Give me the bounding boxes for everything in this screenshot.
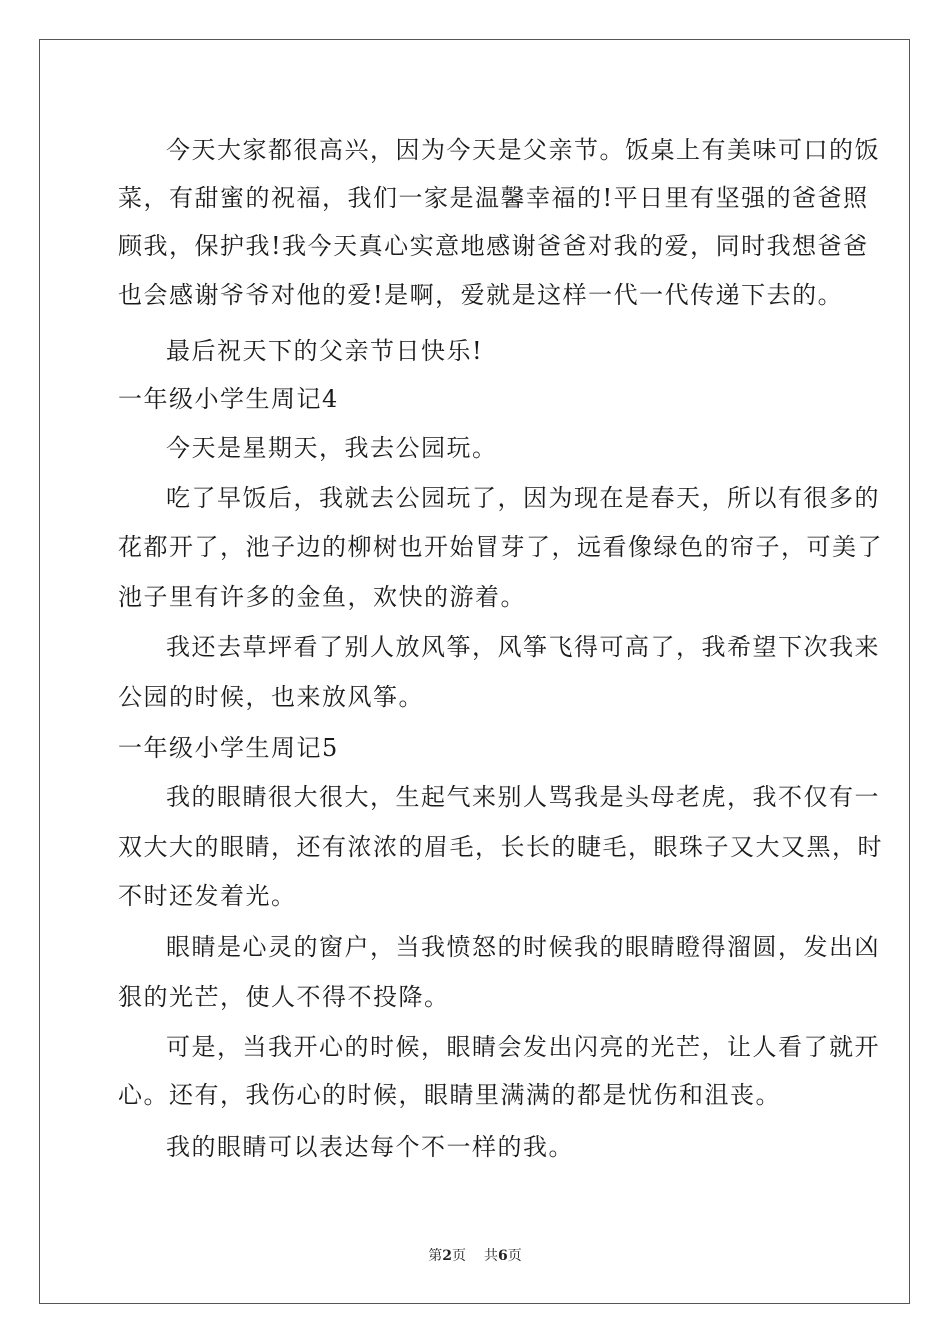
paragraph-line: 也会感谢爷爷对他的爱!是啊，爱就是这样一代一代传递下去的。 bbox=[118, 281, 844, 309]
footer-total-prefix: 共 bbox=[484, 1248, 498, 1264]
paragraph-line: 菜，有甜蜜的祝福，我们一家是温馨幸福的!平日里有坚强的爸爸照 bbox=[118, 184, 869, 212]
paragraph-line: 不时还发着光。 bbox=[118, 882, 297, 910]
paragraph-line: 池子里有许多的金鱼，欢快的游着。 bbox=[118, 583, 526, 611]
paragraph-line: 狠的光芒，使人不得不投降。 bbox=[118, 983, 450, 1011]
section-heading: 一年级小学生周记5 bbox=[118, 734, 339, 762]
paragraph-line: 吃了早饭后，我就去公园玩了，因为现在是春天，所以有很多的 bbox=[166, 484, 880, 512]
section-heading: 一年级小学生周记4 bbox=[118, 385, 339, 413]
paragraph-line: 公园的时候，也来放风筝。 bbox=[118, 683, 424, 711]
paragraph-line: 今天大家都很高兴，因为今天是父亲节。饭桌上有美味可口的饭 bbox=[166, 136, 880, 164]
paragraph-line: 最后祝天下的父亲节日快乐! bbox=[166, 337, 484, 365]
paragraph-line: 花都开了，池子边的柳树也开始冒芽了，远看像绿色的帘子，可美了 bbox=[118, 533, 883, 561]
page-footer bbox=[0, 1247, 950, 1265]
paragraph-line: 今天是星期天，我去公园玩。 bbox=[166, 434, 498, 462]
total-page-number: 6 bbox=[498, 1248, 508, 1264]
paragraph-line: 我还去草坪看了别人放风筝，风筝飞得可高了，我希望下次我来 bbox=[166, 633, 880, 661]
page-border bbox=[39, 39, 910, 1304]
current-page-number: 2 bbox=[442, 1248, 452, 1264]
paragraph-line: 顾我，保护我!我今天真心实意地感谢爸爸对我的爱，同时我想爸爸 bbox=[118, 232, 869, 260]
paragraph-line: 我的眼睛可以表达每个不一样的我。 bbox=[166, 1133, 574, 1161]
paragraph-line: 心。还有，我伤心的时候，眼睛里满满的都是忧伤和沮丧。 bbox=[118, 1081, 781, 1109]
footer-total-suffix: 页 bbox=[507, 1248, 522, 1264]
paragraph-line: 双大大的眼睛，还有浓浓的眉毛，长长的睫毛，眼珠子又大又黑，时 bbox=[118, 833, 883, 861]
paragraph-line: 眼睛是心灵的窗户，当我愤怒的时候我的眼睛瞪得溜圆，发出凶 bbox=[166, 933, 880, 961]
footer-page-word: 页 bbox=[452, 1248, 466, 1264]
paragraph-line: 我的眼睛很大很大，生起气来别人骂我是头母老虎，我不仅有一 bbox=[166, 783, 880, 811]
paragraph-line: 可是，当我开心的时候，眼睛会发出闪亮的光芒，让人看了就开 bbox=[166, 1033, 880, 1061]
footer-prefix: 第 bbox=[428, 1248, 443, 1264]
